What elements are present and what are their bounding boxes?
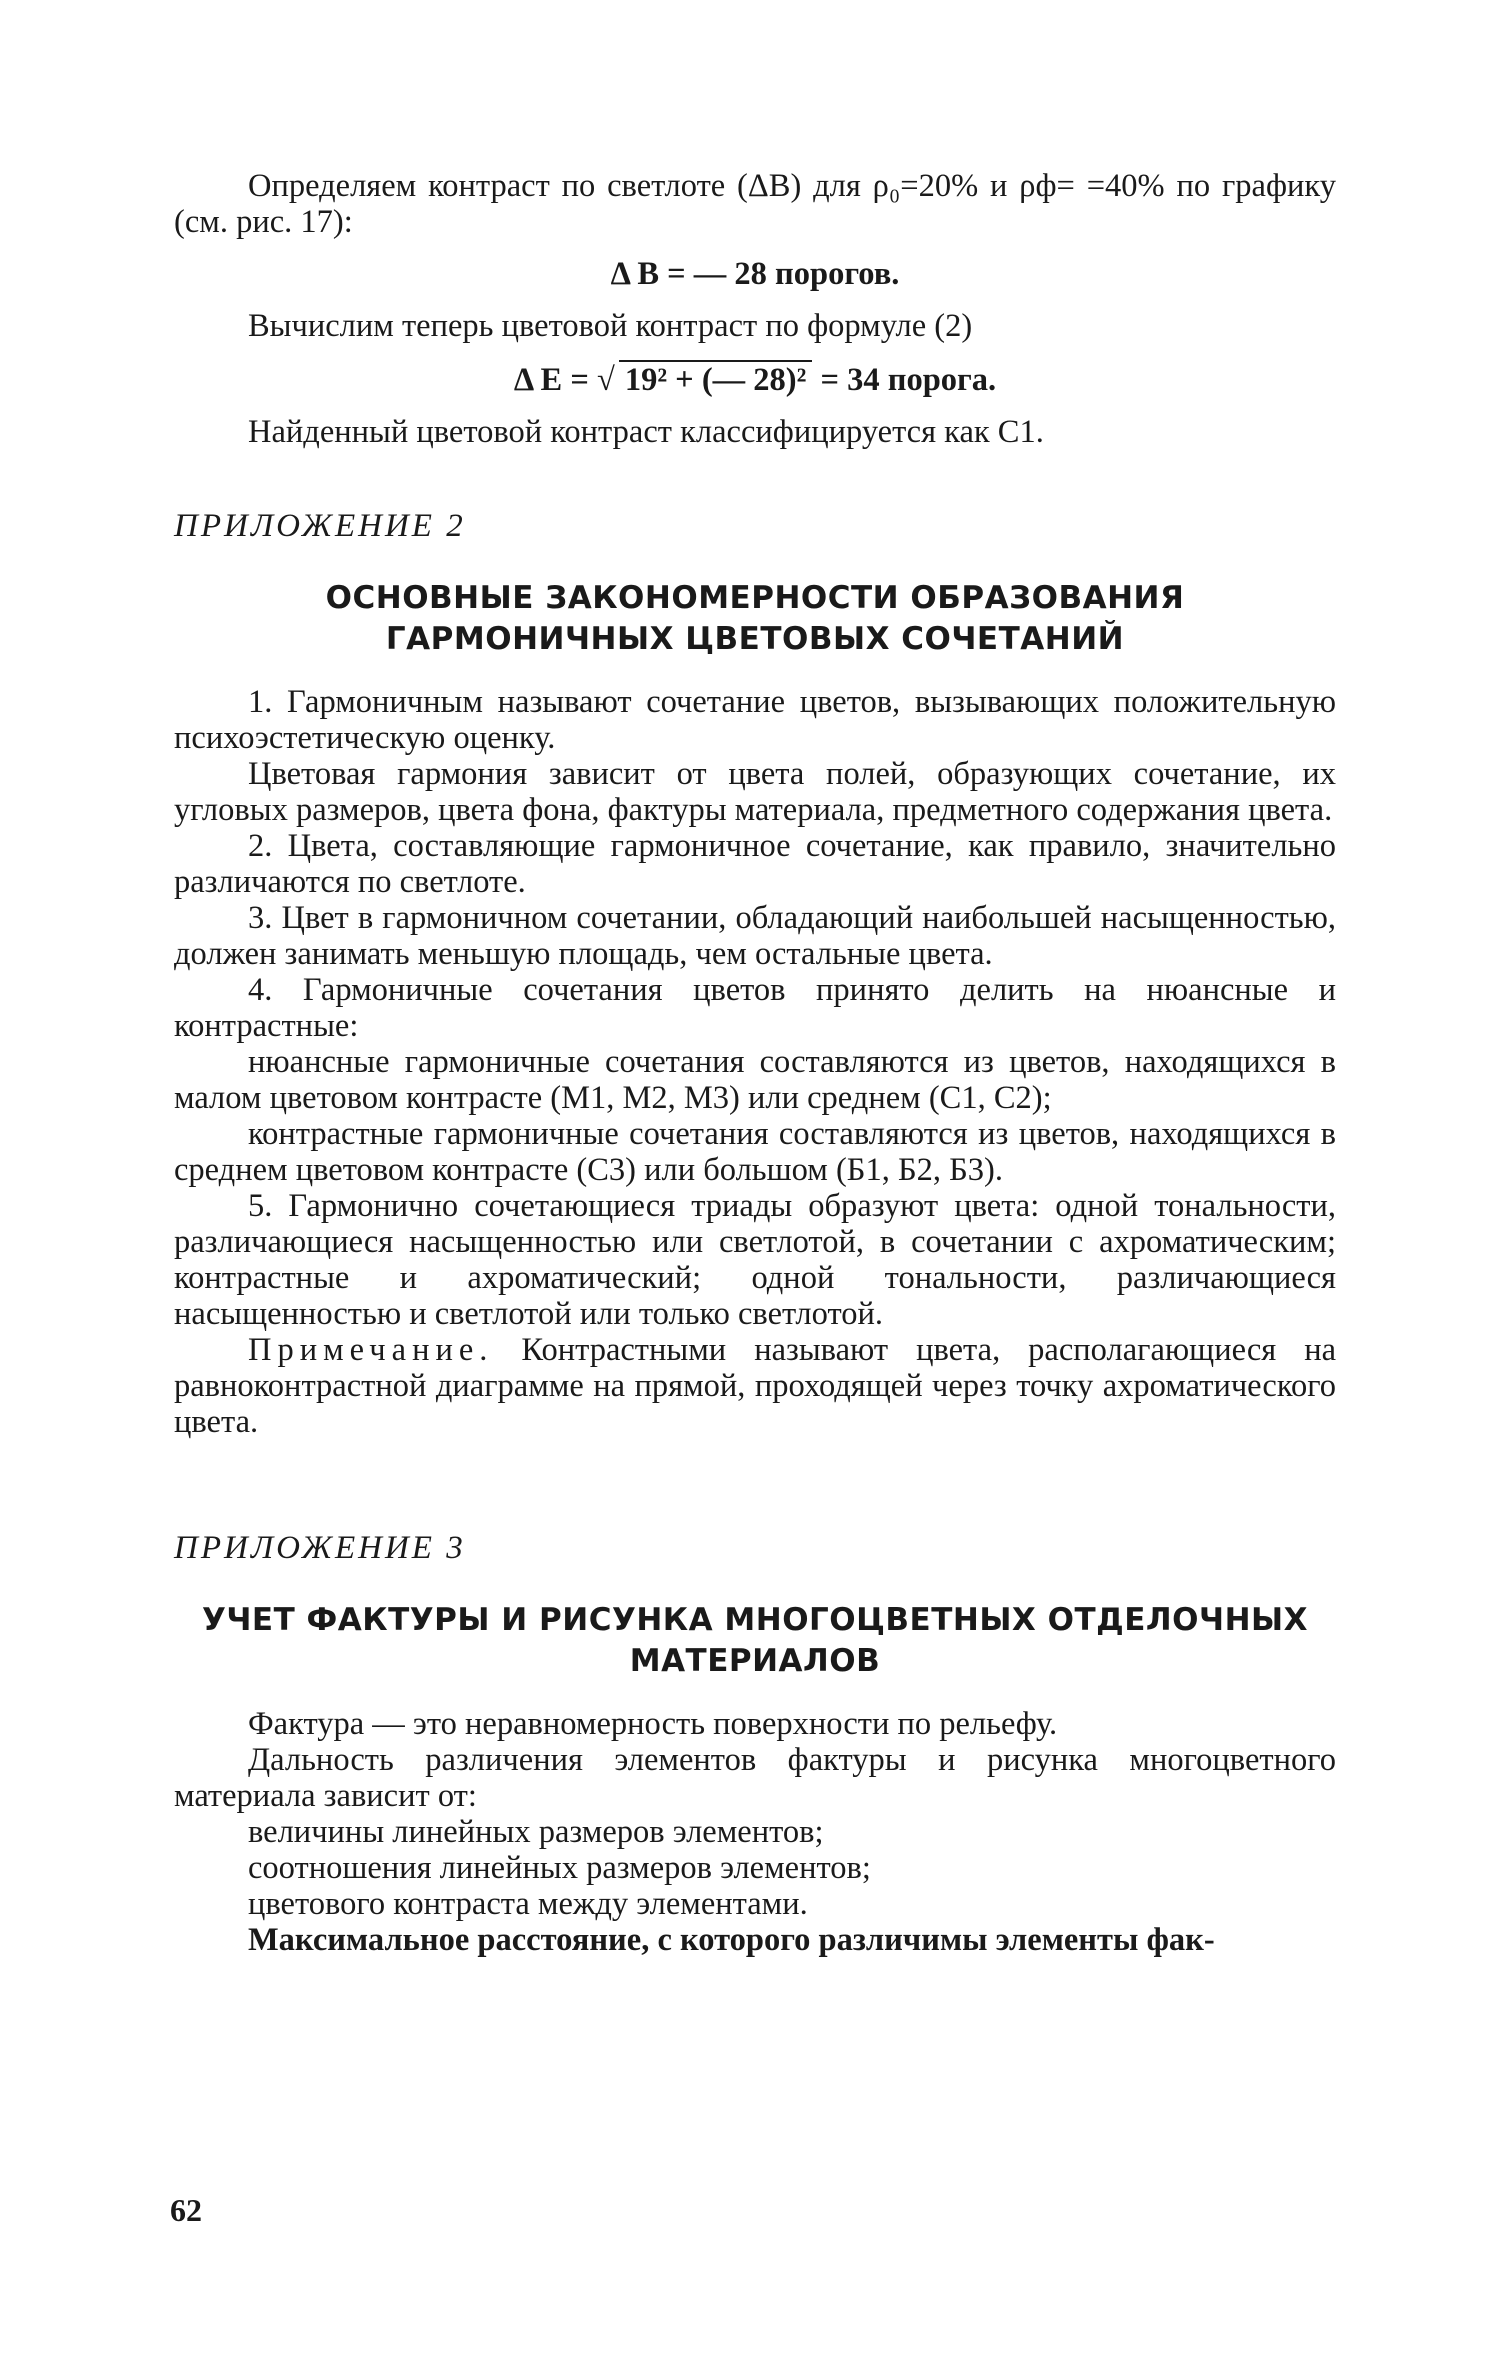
appendix-2-item-4: 4. Гармоничные сочетания цветов принято делить на нюансные и контрастные: bbox=[174, 972, 1336, 1044]
appendix-2-nuance-combos: нюансные гармоничные сочетания составляются из цветов, находящихся в малом цветовом контрасте (М1, М2, М3) или среднем (С1, С2); bbox=[174, 1044, 1336, 1116]
appendix-3-title-line2: МАТЕРИАЛОВ bbox=[629, 1643, 881, 1679]
appendix-2-item-3: 3. Цвет в гармоничном сочетании, обладающий наибольшей насыщенностью, должен занимать меньшую площадь, чем остальные цвета. bbox=[174, 900, 1336, 972]
page-number: 62 bbox=[170, 2192, 202, 2228]
appendix-3-list-item: цветового контраста между элементами. bbox=[248, 1886, 808, 1922]
intro-calc-line: Вычислим теперь цветовой контраст по формуле (2) bbox=[248, 308, 973, 344]
appendix-2-label: ПРИЛОЖЕНИЕ 2 bbox=[174, 508, 466, 544]
formula-delta-b: Δ B = — 28 порогов. bbox=[610, 256, 900, 292]
formula-delta-e bbox=[174, 360, 1336, 398]
appendix-2-title-line1: ОСНОВНЫЕ ЗАКОНОМЕРНОСТИ ОБРАЗОВАНИЯ bbox=[325, 580, 1185, 616]
appendix-3-label: ПРИЛОЖЕНИЕ 3 bbox=[174, 1530, 466, 1566]
appendix-3-final-line: Максимальное расстояние, с которого различимы элементы фак- bbox=[248, 1922, 1215, 1958]
formula-delta-e-left: Δ E = √ bbox=[513, 362, 615, 398]
page-body bbox=[174, 168, 1336, 1958]
appendix-2-item-2: 2. Цвета, составляющие гармоничное сочетание, как правило, значительно различаются по светлоте. bbox=[174, 828, 1336, 900]
appendix-3-title bbox=[174, 1600, 1336, 1682]
formula-delta-e-right: = 34 порога. bbox=[820, 362, 997, 398]
note-label: Примечание. bbox=[248, 1332, 494, 1368]
intro-paragraph: Определяем контраст по светлоте (ΔB) для ρ₀=20% и ρф= =40% по графику (см. рис. 17): bbox=[174, 168, 1336, 240]
formula-delta-e-radicand: 19² + (— 28)² bbox=[619, 360, 813, 398]
appendix-3-title-line1: УЧЕТ ФАКТУРЫ И РИСУНКА МНОГОЦВЕТНЫХ ОТДЕЛОЧНЫХ bbox=[201, 1602, 1309, 1638]
appendix-2-note bbox=[174, 1332, 1336, 1440]
note-text: Контрастными называют цвета, располагающиеся на равноконтрастной диаграмме на прямой, проходящей через точку ахроматического цвета. bbox=[174, 1332, 1337, 1440]
appendix-2-paragraph: Цветовая гармония зависит от цвета полей, образующих сочетание, их угловых размеров, цвета фона, фактуры материала, предметного содержания цвета. bbox=[174, 756, 1336, 828]
appendix-3-list-item: соотношения линейных размеров элементов; bbox=[248, 1850, 871, 1886]
appendix-2-title-line2: ГАРМОНИЧНЫХ ЦВЕТОВЫХ СОЧЕТАНИЙ bbox=[385, 621, 1125, 657]
appendix-2-item-1: 1. Гармоничным называют сочетание цветов, вызывающих положительную психоэстетическую оценку. bbox=[174, 684, 1336, 756]
appendix-2-contrast-combos: контрастные гармоничные сочетания составляются из цветов, находящихся в среднем цветовом контрасте (С3) или большом (Б1, Б2, Б3). bbox=[174, 1116, 1336, 1188]
appendix-3-paragraph: Дальность различения элементов фактуры и рисунка многоцветного материала зависит от: bbox=[174, 1742, 1336, 1814]
intro-result-line: Найденный цветовой контраст классифицируется как С1. bbox=[248, 414, 1044, 450]
appendix-3-list-item: величины линейных размеров элементов; bbox=[248, 1814, 824, 1850]
appendix-3-definition: Фактура — это неравномерность поверхности по рельефу. bbox=[248, 1706, 1058, 1742]
appendix-2-item-5: 5. Гармонично сочетающиеся триады образуют цвета: одной тональности, различающиеся насыщенностью или светлотой, в сочетании с ахроматическим; контрастные и ахроматический; одной тональности, различающиеся насыщенностью и светлотой или только светлотой. bbox=[174, 1188, 1336, 1332]
appendix-2-title bbox=[174, 578, 1336, 660]
